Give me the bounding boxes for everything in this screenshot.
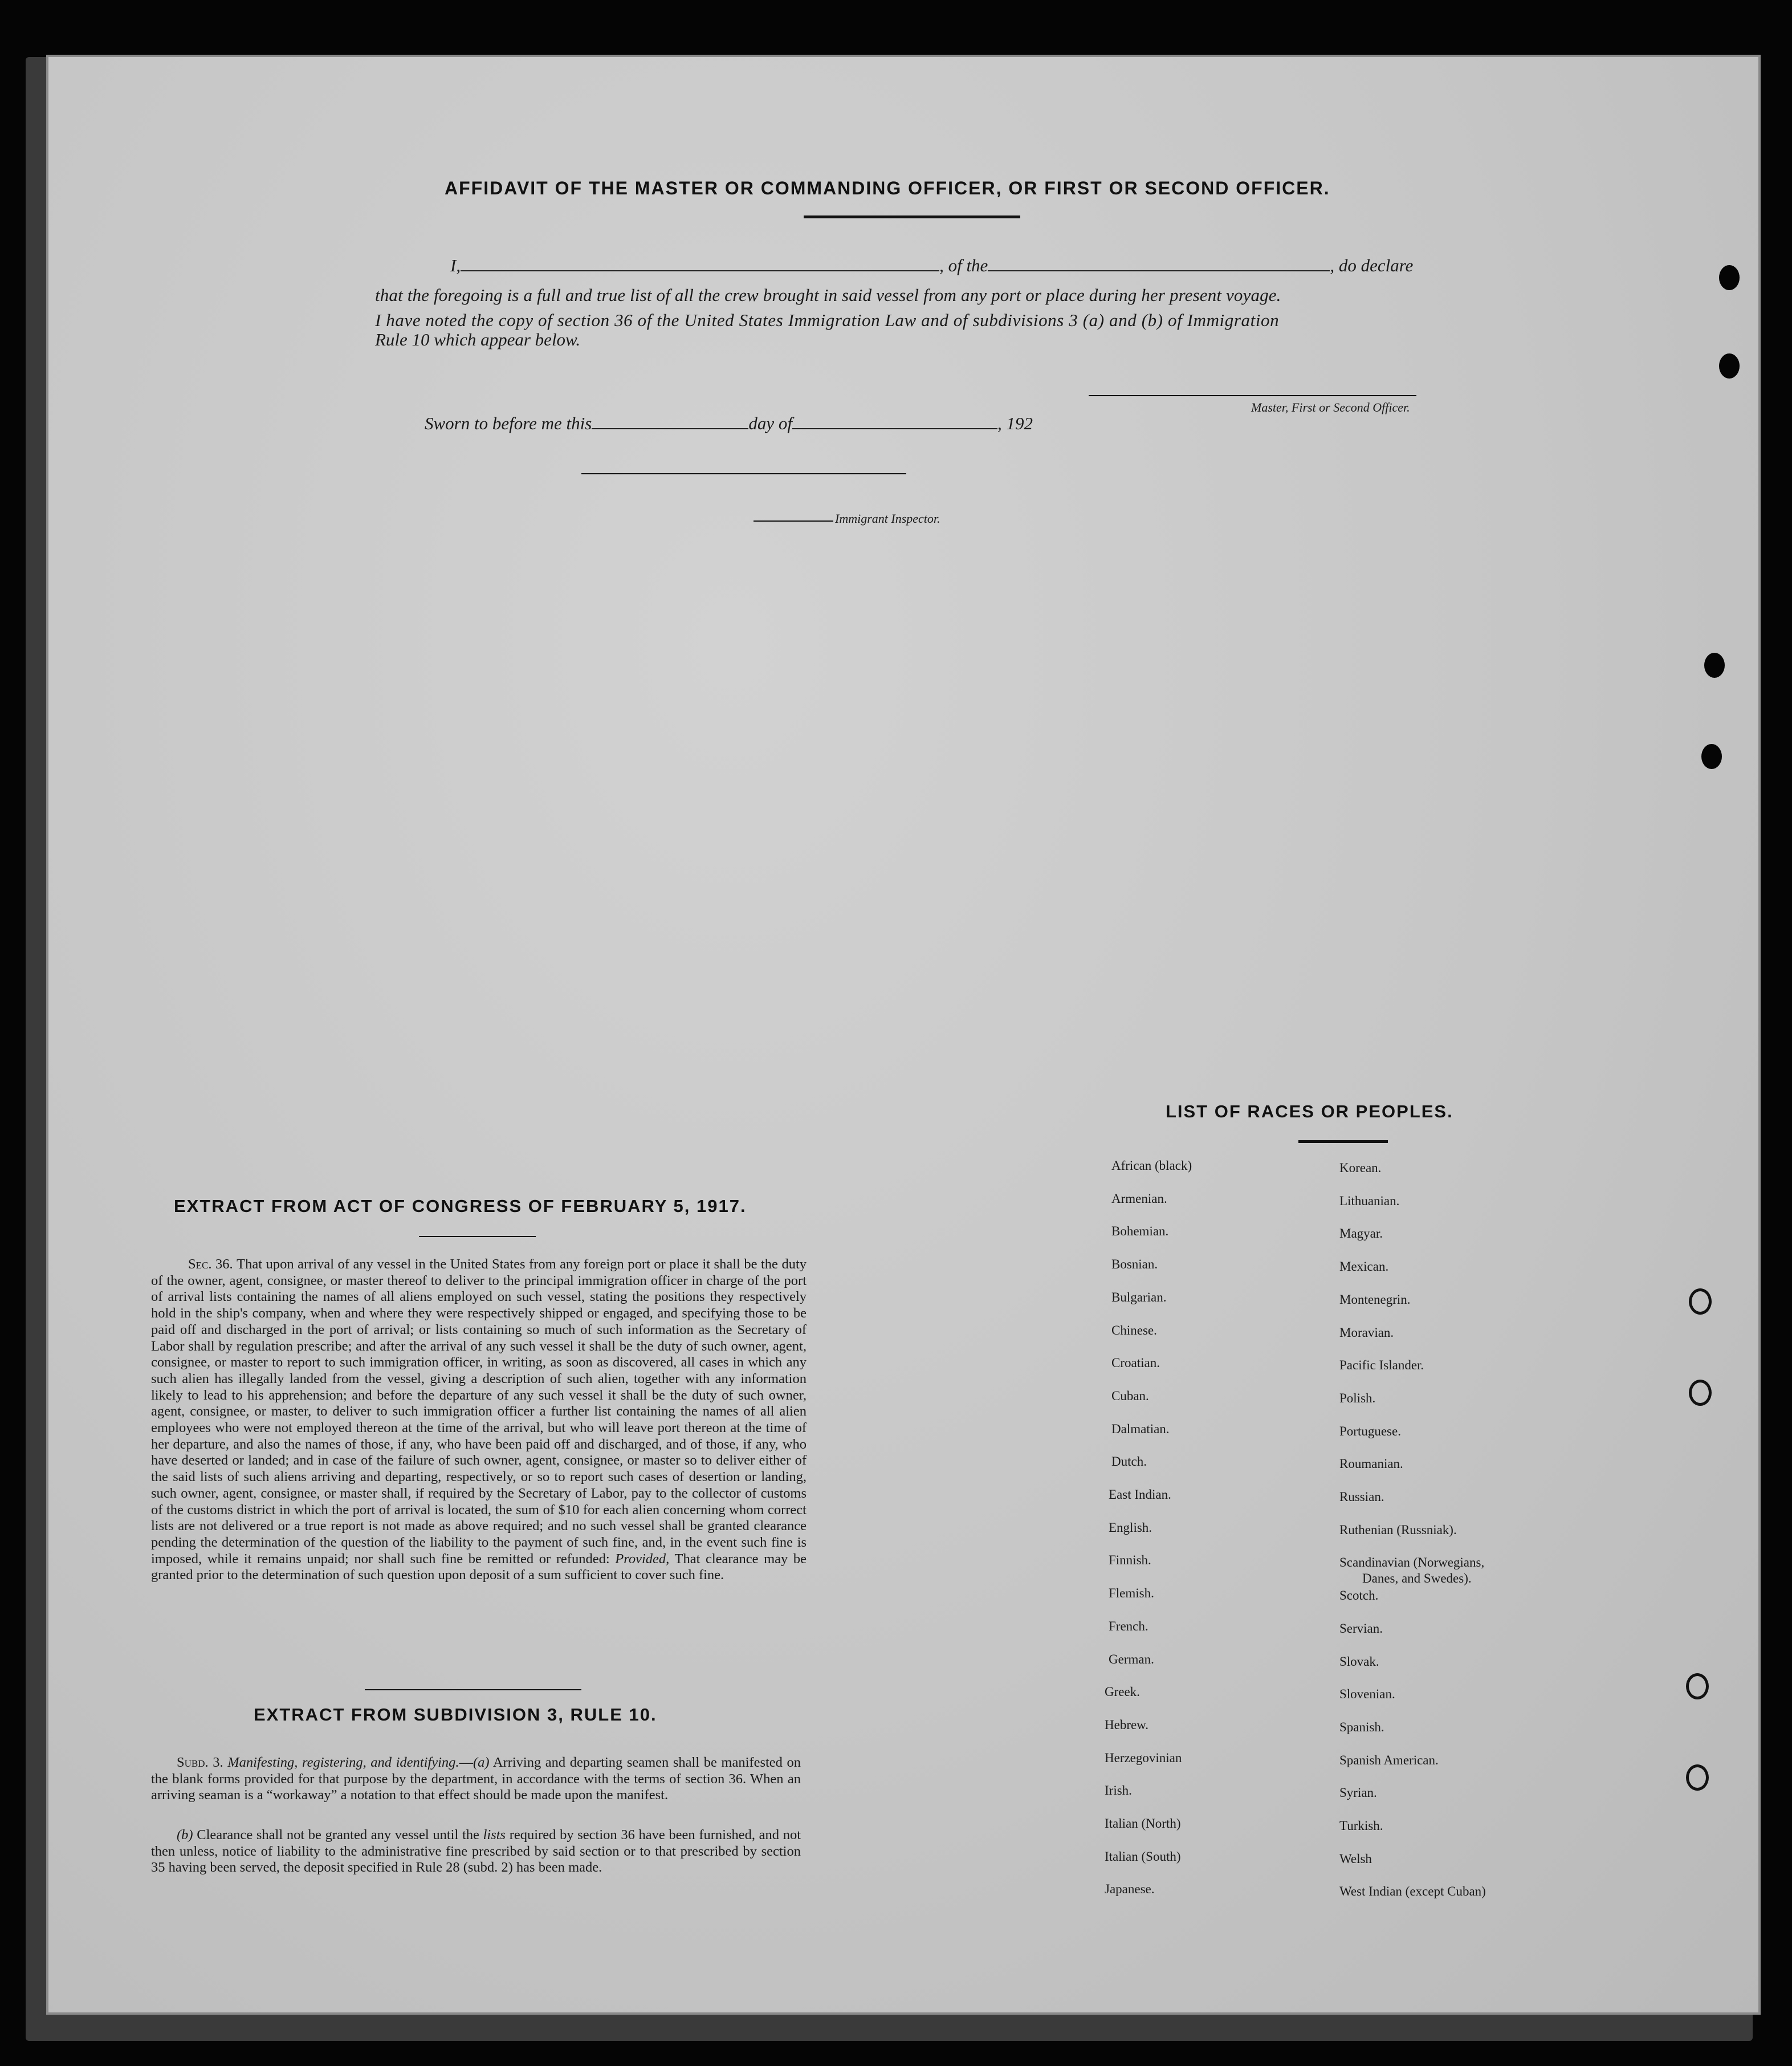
- title-rule: [804, 215, 1020, 218]
- inspector-label: Immigrant Inspector.: [835, 511, 940, 526]
- act-title-rule: [419, 1236, 536, 1237]
- section-divider: [365, 1689, 581, 1690]
- race-item: Croatian.: [1111, 1356, 1160, 1370]
- race-item: Portuguese.: [1339, 1424, 1401, 1438]
- affidavit-title: AFFIDAVIT OF THE MASTER OR COMMANDING OFFICER, OR FIRST OR SECOND OFFICER.: [445, 178, 1330, 198]
- race-item: Spanish American.: [1339, 1752, 1439, 1767]
- race-item: Scotch.: [1339, 1588, 1379, 1603]
- affidavit-line-3: I have noted the copy of section 36 of the United States Immigration Law and of subdivisions 3 (a) and (b) of Immigration: [375, 310, 1280, 330]
- races-title: LIST OF RACES OR PEOPLES.: [1166, 1101, 1453, 1121]
- race-item: Turkish.: [1339, 1819, 1383, 1833]
- inspector-signature-line[interactable]: [581, 473, 906, 474]
- race-item: Moravian.: [1339, 1325, 1394, 1340]
- declaration-line: [450, 255, 1413, 276]
- binder-hole: [1704, 653, 1725, 678]
- race-item: Lithuanian.: [1339, 1193, 1400, 1208]
- race-item: Slovak.: [1339, 1654, 1379, 1669]
- para-b-lists: lists: [483, 1827, 506, 1843]
- race-item: Syrian.: [1339, 1786, 1377, 1800]
- subd-label: Subd. 3.: [177, 1755, 223, 1770]
- race-item: Montenegrin.: [1339, 1292, 1411, 1307]
- sworn-line: [425, 413, 1033, 434]
- race-item: Flemish.: [1109, 1586, 1154, 1601]
- race-item: Bulgarian.: [1111, 1290, 1167, 1304]
- races-title-rule: [1298, 1140, 1388, 1143]
- para-b-body-2: required by section 36 have been furnished, and not then unless, notice of liability to the administrative fine prescribed by said section or to that prescribed by section 35 having been served, the deposit specified in Rule 28 (subd. 2) has been made.: [151, 1827, 801, 1876]
- subdivision-a-text: Subd. 3. Manifesting, registering, and identifying.—(a) Arriving and departing seamen shall be manifested on the blank forms provided for that purpose by the department, in accordance with the terms of section 36. When an arriving seaman is a “workaway” a notation to that effect should be made upon the manifest.: [151, 1755, 801, 1803]
- subdivision-b-text: [151, 1827, 801, 1876]
- declaration-i: I,: [450, 255, 461, 275]
- race-item: Ruthenian (Russniak).: [1339, 1522, 1457, 1537]
- race-item: Hebrew.: [1105, 1717, 1149, 1732]
- act-extract-title: EXTRACT FROM ACT OF CONGRESS OF FEBRUARY 5, 1917.: [174, 1196, 747, 1216]
- race-item: Scandinavian (Norwegians,: [1339, 1555, 1485, 1570]
- month-blank[interactable]: [792, 414, 997, 429]
- race-item: Greek.: [1105, 1685, 1140, 1699]
- race-item: Pacific Islander.: [1339, 1358, 1424, 1373]
- race-item: Servian.: [1339, 1621, 1383, 1636]
- master-label: Master, First or Second Officer.: [1251, 400, 1410, 414]
- race-item: Danes, and Swedes).: [1362, 1571, 1472, 1586]
- race-item: Italian (North): [1105, 1816, 1181, 1831]
- race-item: Mexican.: [1339, 1259, 1389, 1274]
- binder-hole: [1686, 1764, 1709, 1791]
- race-item: Japanese.: [1105, 1882, 1155, 1897]
- subd-heading: Manifesting, registering, and identifying.: [227, 1755, 459, 1770]
- race-item: Irish.: [1105, 1783, 1132, 1798]
- para-a-mark: (a): [473, 1755, 490, 1770]
- binder-hole: [1689, 1288, 1712, 1315]
- year-text: , 192: [997, 413, 1033, 433]
- race-item: Herzegovinian: [1105, 1750, 1182, 1765]
- para-a-body: Arriving and departing seamen shall be manifested on the blank forms provided for that purpose by the department, in accordance with the terms of section 36. When an arriving seaman is a “workaway” a notation to that effect should be made upon the manifest.: [151, 1755, 801, 1803]
- provided-word: Provided,: [615, 1551, 670, 1567]
- race-item: Chinese.: [1111, 1323, 1157, 1337]
- race-item: Armenian.: [1111, 1191, 1167, 1206]
- race-item: Roumanian.: [1339, 1457, 1403, 1471]
- race-item: Russian.: [1339, 1490, 1384, 1504]
- race-item: Cuban.: [1111, 1388, 1149, 1403]
- rule-extract-title: EXTRACT FROM SUBDIVISION 3, RULE 10.: [254, 1705, 657, 1725]
- race-item: English.: [1109, 1520, 1152, 1535]
- para-b-body-1: Clearance shall not be granted any vessel until the: [197, 1827, 479, 1843]
- day-blank[interactable]: [592, 414, 748, 429]
- race-item: African (black): [1111, 1158, 1192, 1173]
- binder-hole: [1689, 1380, 1712, 1406]
- race-item: Polish.: [1339, 1390, 1376, 1405]
- day-of-text: day of: [748, 413, 792, 433]
- binder-hole: [1719, 265, 1740, 290]
- race-item: Spanish.: [1339, 1719, 1384, 1734]
- section-36-text: [151, 1256, 807, 1584]
- section-label: Sec. 36.: [188, 1256, 233, 1272]
- race-item: Bohemian.: [1111, 1224, 1169, 1239]
- name-blank[interactable]: [461, 257, 939, 271]
- section-body-end: That clearance may be granted prior to the determination of such question upon deposit of a sum sufficient to cover such fine.: [151, 1551, 807, 1583]
- binder-hole: [1701, 744, 1722, 769]
- race-item: West Indian (except Cuban): [1339, 1884, 1486, 1899]
- race-item: Dalmatian.: [1111, 1421, 1170, 1436]
- para-b-mark: (b): [177, 1827, 193, 1843]
- race-item: Slovenian.: [1339, 1687, 1395, 1702]
- race-item: Italian (South): [1105, 1849, 1181, 1864]
- do-declare-text: , do declare: [1330, 255, 1414, 275]
- binder-hole: [1686, 1673, 1709, 1699]
- race-item: Dutch.: [1111, 1454, 1147, 1469]
- sworn-text: Sworn to before me this: [425, 413, 592, 433]
- affidavit-line-4: Rule 10 which appear below.: [375, 330, 581, 349]
- inspector-lead-line: [754, 520, 833, 522]
- race-item: Finnish.: [1109, 1553, 1151, 1568]
- binder-hole: [1719, 353, 1740, 379]
- race-item: East Indian.: [1109, 1487, 1171, 1502]
- race-item: Magyar.: [1339, 1226, 1383, 1241]
- race-item: Welsh: [1339, 1851, 1372, 1866]
- affidavit-line-2: that the foregoing is a full and true list of all the crew brought in said vessel from any port or place during her present voyage.: [375, 285, 1281, 305]
- race-item: Korean.: [1339, 1161, 1382, 1175]
- of-the-text: , of the: [939, 255, 988, 275]
- race-item: Bosnian.: [1111, 1257, 1158, 1272]
- master-signature-line[interactable]: [1089, 395, 1416, 396]
- vessel-blank[interactable]: [988, 257, 1330, 271]
- race-item: German.: [1109, 1652, 1154, 1666]
- section-body: That upon arrival of any vessel in the United States from any foreign port or place it shall be the duty of the owner, agent, consignee, or master thereof to deliver to the principal immigration officer in charge of the port of arrival lists containing the names of all aliens employed on such vessel, stating the positions they respectively hold in the ship's company, when and where they were respectively shipped or engaged, and specifying those to be paid off and discharged in the port of arrival; or lists containing so much of such information as the Secretary of Labor shall by regulation prescribe; and after the arrival of any such vessel it shall be the duty of such owner, agent, consignee, or master to report to such immigration officer, in writing, as soon as discovered, all cases in which any such alien has illegally landed from the vessel, giving a description of such alien, together with any information likely to lead to his apprehension; and before the departure of any such vessel it shall be the duty of such owner, agent, consignee, or master, to deliver to such immigration officer a further list containing the names of all alien employees who were not employed thereon at the time of the arrival, but who will leave port thereon at the time of her departure, and also the names of those, if any, who have been paid off and discharged, and of those, if any, who have deserted or landed; and in case of the failure of such owner, agent, consignee, or master so to deliver either of the said lists of such aliens arriving and departing, respectively, or so to report such cases of desertion or landing, such owner, agent, consignee, or master shall, if required by the Secretary of Labor, pay to the collector of customs of the customs district in which the port of arrival is located, the sum of $10 for each alien concerning whom correct lists are not delivered or a true report is not made as above required; and no such vessel shall be granted clearance pending the determination of the question of the liability to the payment of such fine, and, in the event such fine is imposed, while it remains unpaid; nor shall such fine be remitted or refunded:: [151, 1256, 807, 1567]
- race-item: French.: [1109, 1618, 1148, 1633]
